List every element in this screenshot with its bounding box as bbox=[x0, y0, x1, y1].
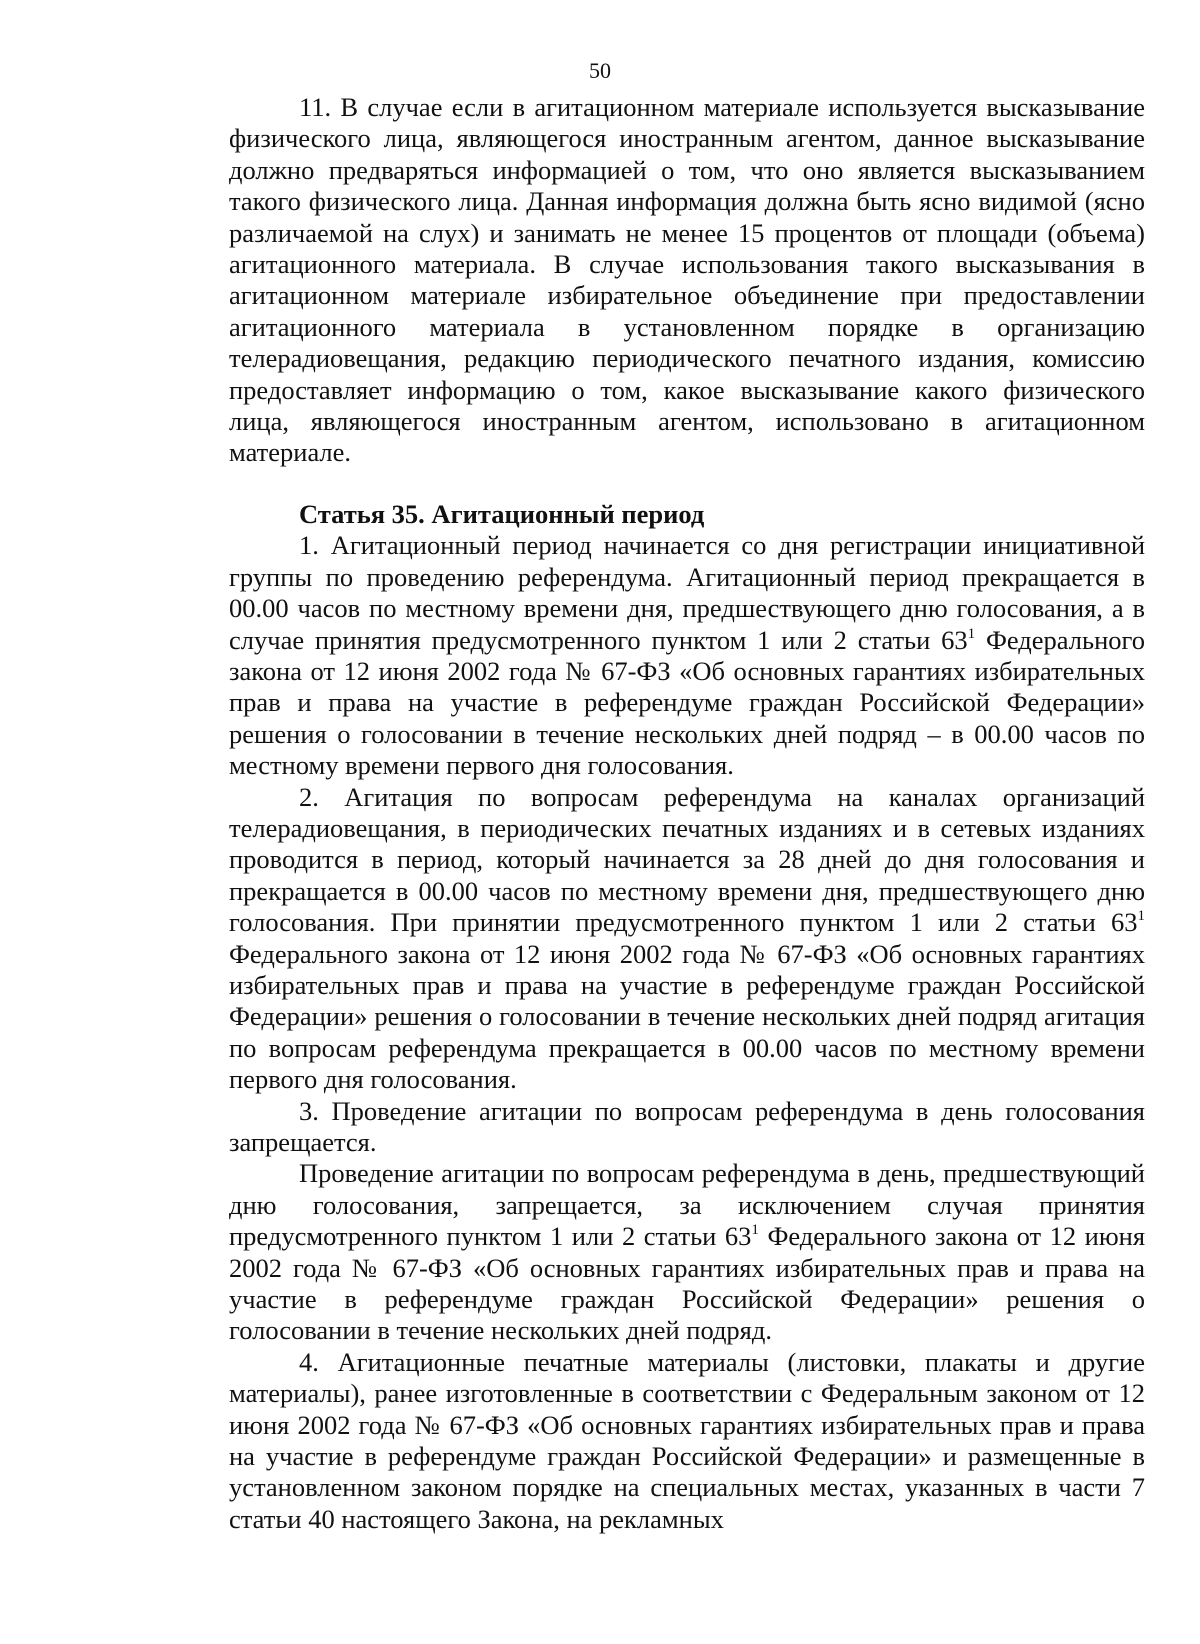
paragraph-4: 4. Агитационные печатные материалы (листовки, плакаты и другие материалы), ранее изготовленные в соответствии с Федеральным законом от 12 июня 2002 года № 67-ФЗ «Об основных гарантиях избирательных прав и права на участие в референдуме граждан Российской Федерации» и размещенные в установленном законом порядке на специальных местах, указанных в части 7 статьи 40 настоящего Закона, на рекламных bbox=[229, 1346, 1145, 1534]
superscript: 1 bbox=[967, 625, 976, 642]
superscript: 1 bbox=[751, 1222, 759, 1239]
paragraph-1-text-b: Федерального закона от 12 июня 2002 года № 67-ФЗ «Об основных гарантиях избирательных прав и права на участие в референдуме граждан Российской Федерации» решения о голосовании в течение нескольких дней подряд – в 00.00 часов по местному времени первого дня голосования. bbox=[229, 624, 1145, 781]
paragraph-3: 3. Проведение агитации по вопросам референдума в день голосования запрещается. bbox=[229, 1095, 1145, 1157]
page-number: 50 bbox=[589, 58, 611, 83]
paragraph-11: 11. В случае если в агитационном материале используется высказывание физического лица, являющегося иностранным агентом, данное высказывание должно предваряться информацией о том, что оно является высказыванием такого физического лица. Данная информация должна быть ясно видимой (ясно различаемой на слух) и занимать не менее 15 процентов от площади (объема) агитационного материала. В случае использования такого высказывания в агитационном материале избирательное объединение при предоставлении агитационного материала в установленном порядке в организацию телерадиовещания, редакцию периодического печатного издания, комиссию предоставляет информацию о том, какое высказывание какого физического лица, являющегося иностранным агентом, использовано в агитационном материале. bbox=[229, 92, 1145, 468]
paragraph-2 bbox=[229, 782, 1145, 1096]
document-body bbox=[229, 92, 1145, 1535]
paragraph-1 bbox=[229, 530, 1145, 781]
paragraph-1-text-a: 1. Агитационный период начинается со дня регистрации инициативной группы по проведению референдума. Агитационный период прекращается в 00.00 часов по местному времени дня, предшествующего дню голосования, а в случае принятия предусмотренного пунктом 1 или 2 статьи 63 bbox=[229, 530, 1145, 655]
paragraph-3-continued-text-b: Федерального закона от 12 июня 2002 года № 67-ФЗ «Об основных гарантиях избирательных прав и права на участие в референдуме граждан Российской Федерации» решения о голосовании в течение нескольких дней подряд. bbox=[229, 1221, 1146, 1346]
article-heading: Статья 35. Агитационный период bbox=[299, 498, 705, 529]
paragraph-3-continued bbox=[229, 1158, 1145, 1346]
paragraph-3-continued-text-a: Проведение агитации по вопросам референдума в день, предшествующий дню голосования, запрещается, за исключением случая принятия предусмотренного пунктом 1 или 2 статьи 63 bbox=[229, 1158, 1145, 1252]
superscript: 1 bbox=[1137, 908, 1145, 925]
paragraph-2-text-b: Федерального закона от 12 июня 2002 года № 67-ФЗ «Об основных гарантиях избирательных прав и права на участие в референдуме граждан Российской Федерации» решения о голосовании в течение нескольких дней подряд агитация по вопросам референдума прекращается в 00.00 часов по местному времени первого дня голосования. bbox=[229, 938, 1145, 1095]
paragraph-2-text-a: 2. Агитация по вопросам референдума на каналах организаций телерадиовещания, в периодических печатных изданиях и в сетевых изданиях проводится в период, который начинается за 28 дней до дня голосования и прекращается в 00.00 часов по местному времени дня, предшествующего дню голосования. При принятии предусмотренного пунктом 1 или 2 статьи 63 bbox=[229, 781, 1145, 938]
